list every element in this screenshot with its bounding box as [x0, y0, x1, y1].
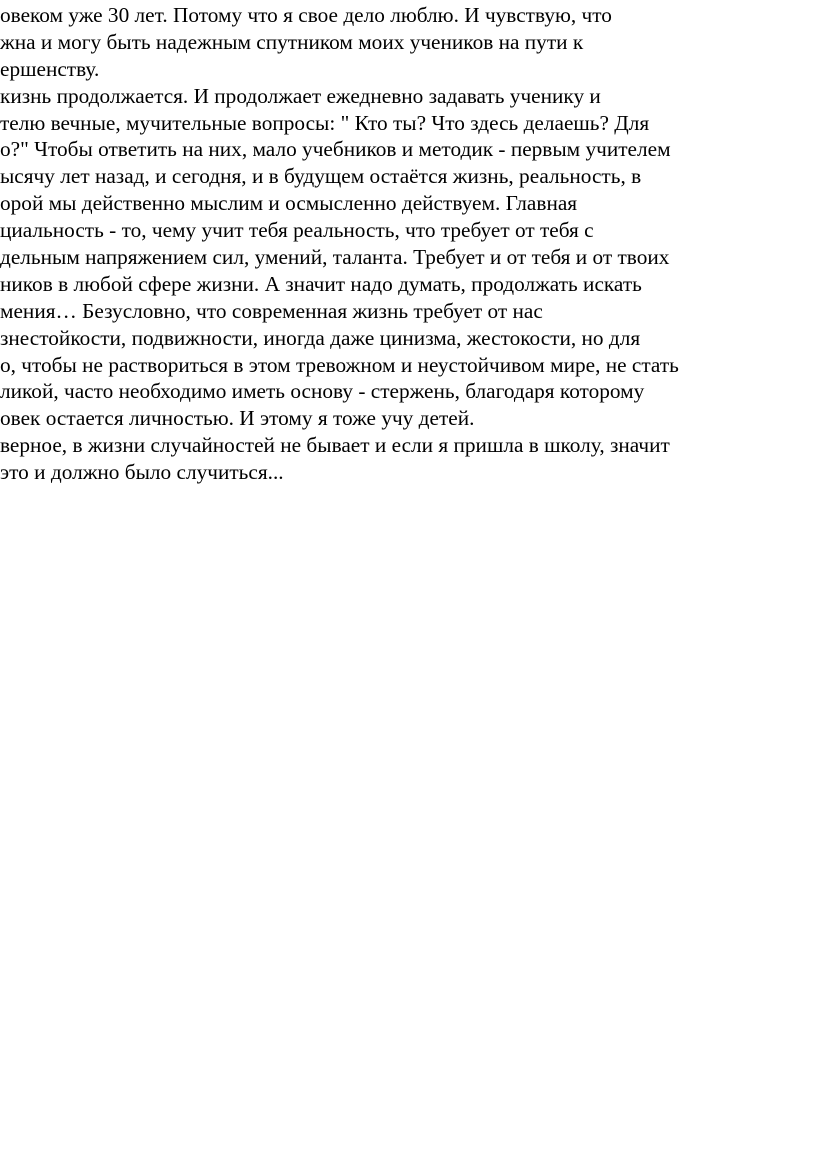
text-line: дельным напряжением сил, умений, таланта. Требует и от тебя и от твоих [0, 245, 670, 270]
text-line: ников в любой сфере жизни. А значит надо думать, продолжать искать [0, 271, 642, 296]
text-line: ысячу лет назад, и сегодня, и в будущем остаётся жизнь, реальность, в [0, 164, 642, 189]
text-line: овеком уже 30 лет. Потому что я свое дело люблю. И чувствую, что [0, 3, 612, 27]
text-line: орой мы действенно мыслим и осмысленно действуем. Главная [0, 191, 578, 216]
text-line: мения… Безусловно, что современная жизнь требует от нас [0, 298, 543, 323]
text-line: о?" Чтобы ответить на них, мало учебников и методик - первым учителем [0, 137, 671, 162]
text-line: телю вечные, мучительные вопросы: " Кто ты? Что здесь делаешь? Для [0, 110, 650, 135]
text-line: о, чтобы не раствориться в этом тревожном и неустойчивом мире, не стать [0, 352, 679, 377]
text-line: ершенству. [0, 56, 100, 81]
text-line: циальность - то, чему учит тебя реальность, что требует от тебя с [0, 218, 594, 243]
text-line: жна и могу быть надежным спутником моих учеников на пути к [0, 29, 584, 54]
text-line: это и должно было случиться... [0, 460, 284, 485]
text-line: ликой, часто необходимо иметь основу - стержень, благодаря которому [0, 379, 645, 404]
text-line: знестойкости, подвижности, иногда даже цинизма, жестокости, но для [0, 325, 641, 350]
text-line: верное, в жизни случайностей не бывает и если я пришла в школу, значит [0, 433, 670, 458]
body-text [0, 2, 816, 486]
text-line: кизнь продолжается. И продолжает ежедневно задавать ученику и [0, 83, 601, 108]
text-line: овек остается личностью. И этому я тоже учу детей. [0, 406, 475, 431]
